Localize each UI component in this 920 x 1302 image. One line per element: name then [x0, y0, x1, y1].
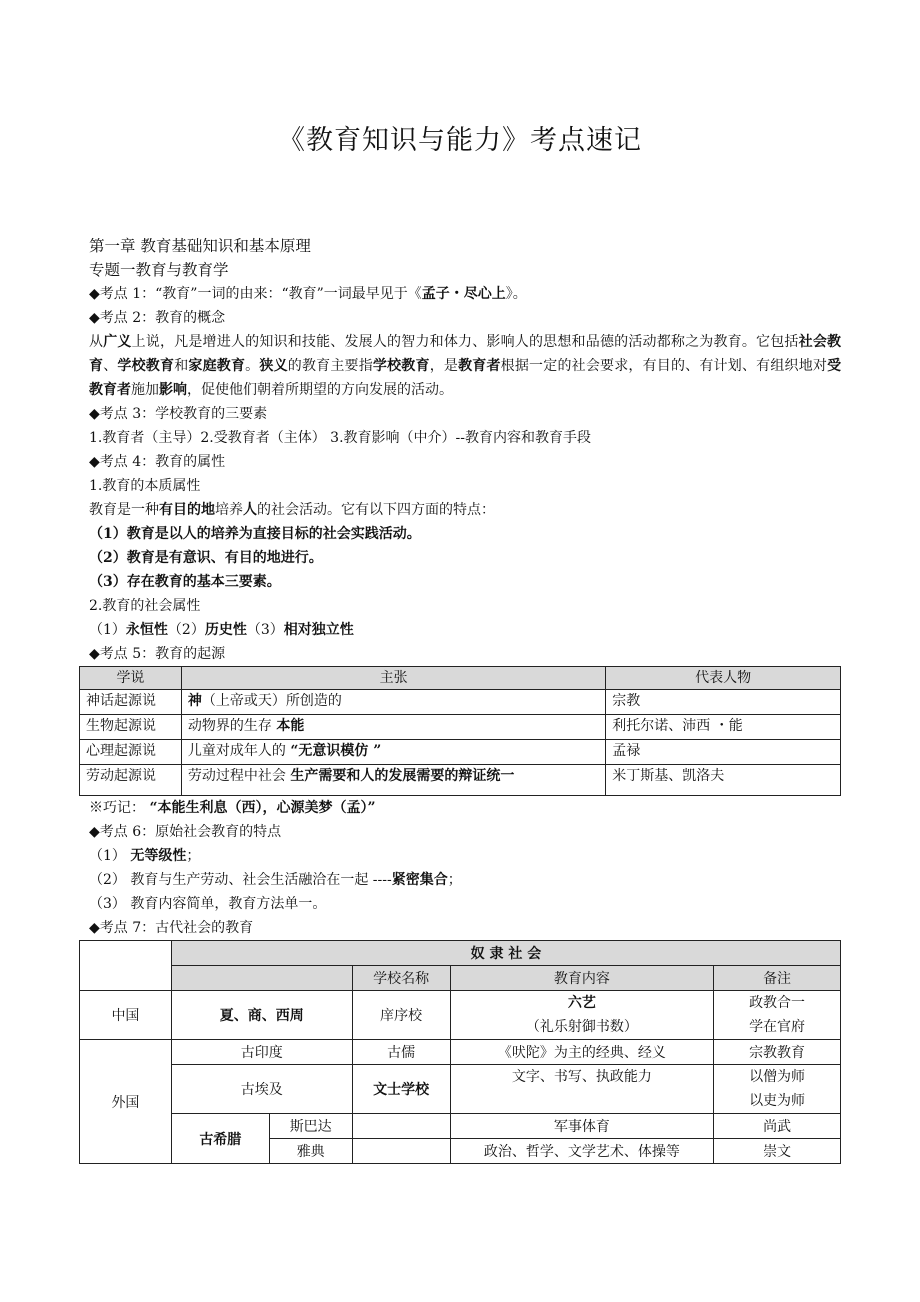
header-school: 学校名称	[352, 966, 450, 991]
origin-table-header	[80, 667, 841, 690]
table-row	[80, 1065, 841, 1114]
theory-cell: 心理起源说	[80, 740, 182, 765]
point-4-sub2: 2.教育的社会属性	[89, 598, 201, 614]
point-4-heading: ◆考点 4：教育的属性	[89, 454, 226, 470]
claim-cell: 儿童对成年人的 “无意识模仿 ”	[181, 740, 605, 765]
point-2-paragraph: 从广义上说，凡是增进人的知识和技能、发展人的智力和体力、影响人的思想和品德的活动都称之为教育。它包括社会教育、学校教育和家庭教育。狭义的教育主要指学校教育，是教育者根据一定的社会要求，有目的、有计划、有组织地对受教育者施加影响，促使他们朝着所期望的方向发展的活动。	[89, 334, 842, 398]
table-row	[80, 715, 841, 740]
china-school: 庠序校	[352, 991, 450, 1040]
athens-school	[352, 1139, 450, 1164]
table-row	[80, 991, 841, 1040]
group-header-row	[80, 941, 841, 966]
claim-cell: 劳动过程中社会 生产需要和人的发展需要的辩证统一	[181, 765, 605, 796]
egypt-name: 古埃及	[171, 1065, 352, 1114]
egypt-content: 文字、书写、执政能力	[450, 1065, 714, 1114]
region-foreign: 外国	[80, 1040, 172, 1164]
table-row	[80, 765, 841, 796]
china-content: 六艺 （礼乐射御书数）	[450, 991, 714, 1040]
point-6-item-3: （3） 教育内容简单，教育方法单一。	[89, 896, 327, 912]
sparta-content: 军事体育	[450, 1114, 714, 1139]
point-3-heading: ◆考点 3：学校教育的三要素	[89, 406, 268, 422]
people-cell: 宗教	[606, 690, 841, 715]
origin-table	[79, 666, 841, 796]
header-theory: 学说	[80, 667, 182, 690]
point-4-item-3: （3）存在教育的基本三要素。	[89, 574, 281, 590]
india-name: 古印度	[171, 1040, 352, 1065]
table-row	[80, 740, 841, 765]
region-china: 中国	[80, 991, 172, 1040]
athens-content: 政治、哲学、文学艺术、体操等	[450, 1139, 714, 1164]
point-6-heading: ◆考点 6：原始社会教育的特点	[89, 824, 282, 840]
point-6-item-1: （1） 无等级性；	[89, 848, 201, 864]
point-4-attributes: （1）永恒性（2）历史性（3）相对独立性	[89, 622, 354, 638]
people-cell: 孟禄	[606, 740, 841, 765]
header-people: 代表人物	[606, 667, 841, 690]
point-7-heading: ◆考点 7：古代社会的教育	[89, 920, 254, 936]
header-claim: 主张	[181, 667, 605, 690]
table-row	[80, 690, 841, 715]
blank-header	[171, 966, 352, 991]
claim-cell: 神（上帝或天）所创造的	[181, 690, 605, 715]
greece-name: 古希腊	[171, 1114, 269, 1164]
point-6-item-2: （2） 教育与生产劳动、社会生活融洽在一起 ----紧密集合；	[89, 872, 462, 888]
mnemonic-tip: ※巧记： “本能生利息（西），心源美梦（孟）”	[89, 800, 376, 816]
point-4-sub1: 1.教育的本质属性	[89, 478, 201, 494]
slave-society-header: 奴 隶 社 会	[171, 941, 840, 966]
chapter-heading: 第一章 教育基础知识和基本原理	[89, 237, 311, 255]
ancient-education-table	[79, 940, 841, 1164]
sparta-school	[352, 1114, 450, 1139]
india-note: 宗教教育	[714, 1040, 841, 1065]
point-4-item-1: （1）教育是以人的培养为直接目标的社会实践活动。	[89, 526, 421, 542]
theory-cell: 神话起源说	[80, 690, 182, 715]
egypt-note: 以僧为师 以吏为师	[714, 1065, 841, 1114]
theory-cell: 劳动起源说	[80, 765, 182, 796]
point-5-heading: ◆考点 5：教育的起源	[89, 646, 226, 662]
document-body	[86, 234, 842, 1164]
theory-cell: 生物起源说	[80, 715, 182, 740]
china-dynasty: 夏、商、西周	[171, 991, 352, 1040]
india-content: 《吠陀》为主的经典、经义	[450, 1040, 714, 1065]
people-cell: 利托尔诺、沛西 ・能	[606, 715, 841, 740]
topic-heading: 专题一教育与教育学	[89, 261, 229, 279]
people-cell: 米丁斯基、凯洛夫	[606, 765, 841, 796]
sparta-note: 尚武	[714, 1114, 841, 1139]
india-school: 古儒	[352, 1040, 450, 1065]
document-title: 《教育知识与能力》考点速记	[278, 125, 642, 156]
table-row	[80, 1040, 841, 1065]
athens-note: 崇文	[714, 1139, 841, 1164]
header-content: 教育内容	[450, 966, 714, 991]
athens-name: 雅典	[269, 1139, 352, 1164]
table-row	[80, 1114, 841, 1139]
point-4-intro: 教育是一种有目的地培养人的社会活动。它有以下四方面的特点：	[89, 502, 495, 518]
sparta-name: 斯巴达	[269, 1114, 352, 1139]
column-header-row	[80, 966, 841, 991]
point-1: ◆考点 1：“教育”一词的由来：“教育”一词最早见于《孟子・尽心上》。	[89, 286, 527, 302]
claim-cell: 动物界的生存 本能	[181, 715, 605, 740]
point-3-body: 1.教育者（主导）2.受教育者（主体） 3.教育影响（中介）--教育内容和教育手段	[89, 430, 591, 446]
china-note: 政教合一 学在官府	[714, 991, 841, 1040]
point-4-item-2: （2）教育是有意识、有目的地进行。	[89, 550, 323, 566]
header-note: 备注	[714, 966, 841, 991]
corner-cell	[80, 941, 172, 991]
point-2-heading: ◆考点 2：教育的概念	[89, 310, 226, 326]
egypt-school: 文士学校	[352, 1065, 450, 1114]
